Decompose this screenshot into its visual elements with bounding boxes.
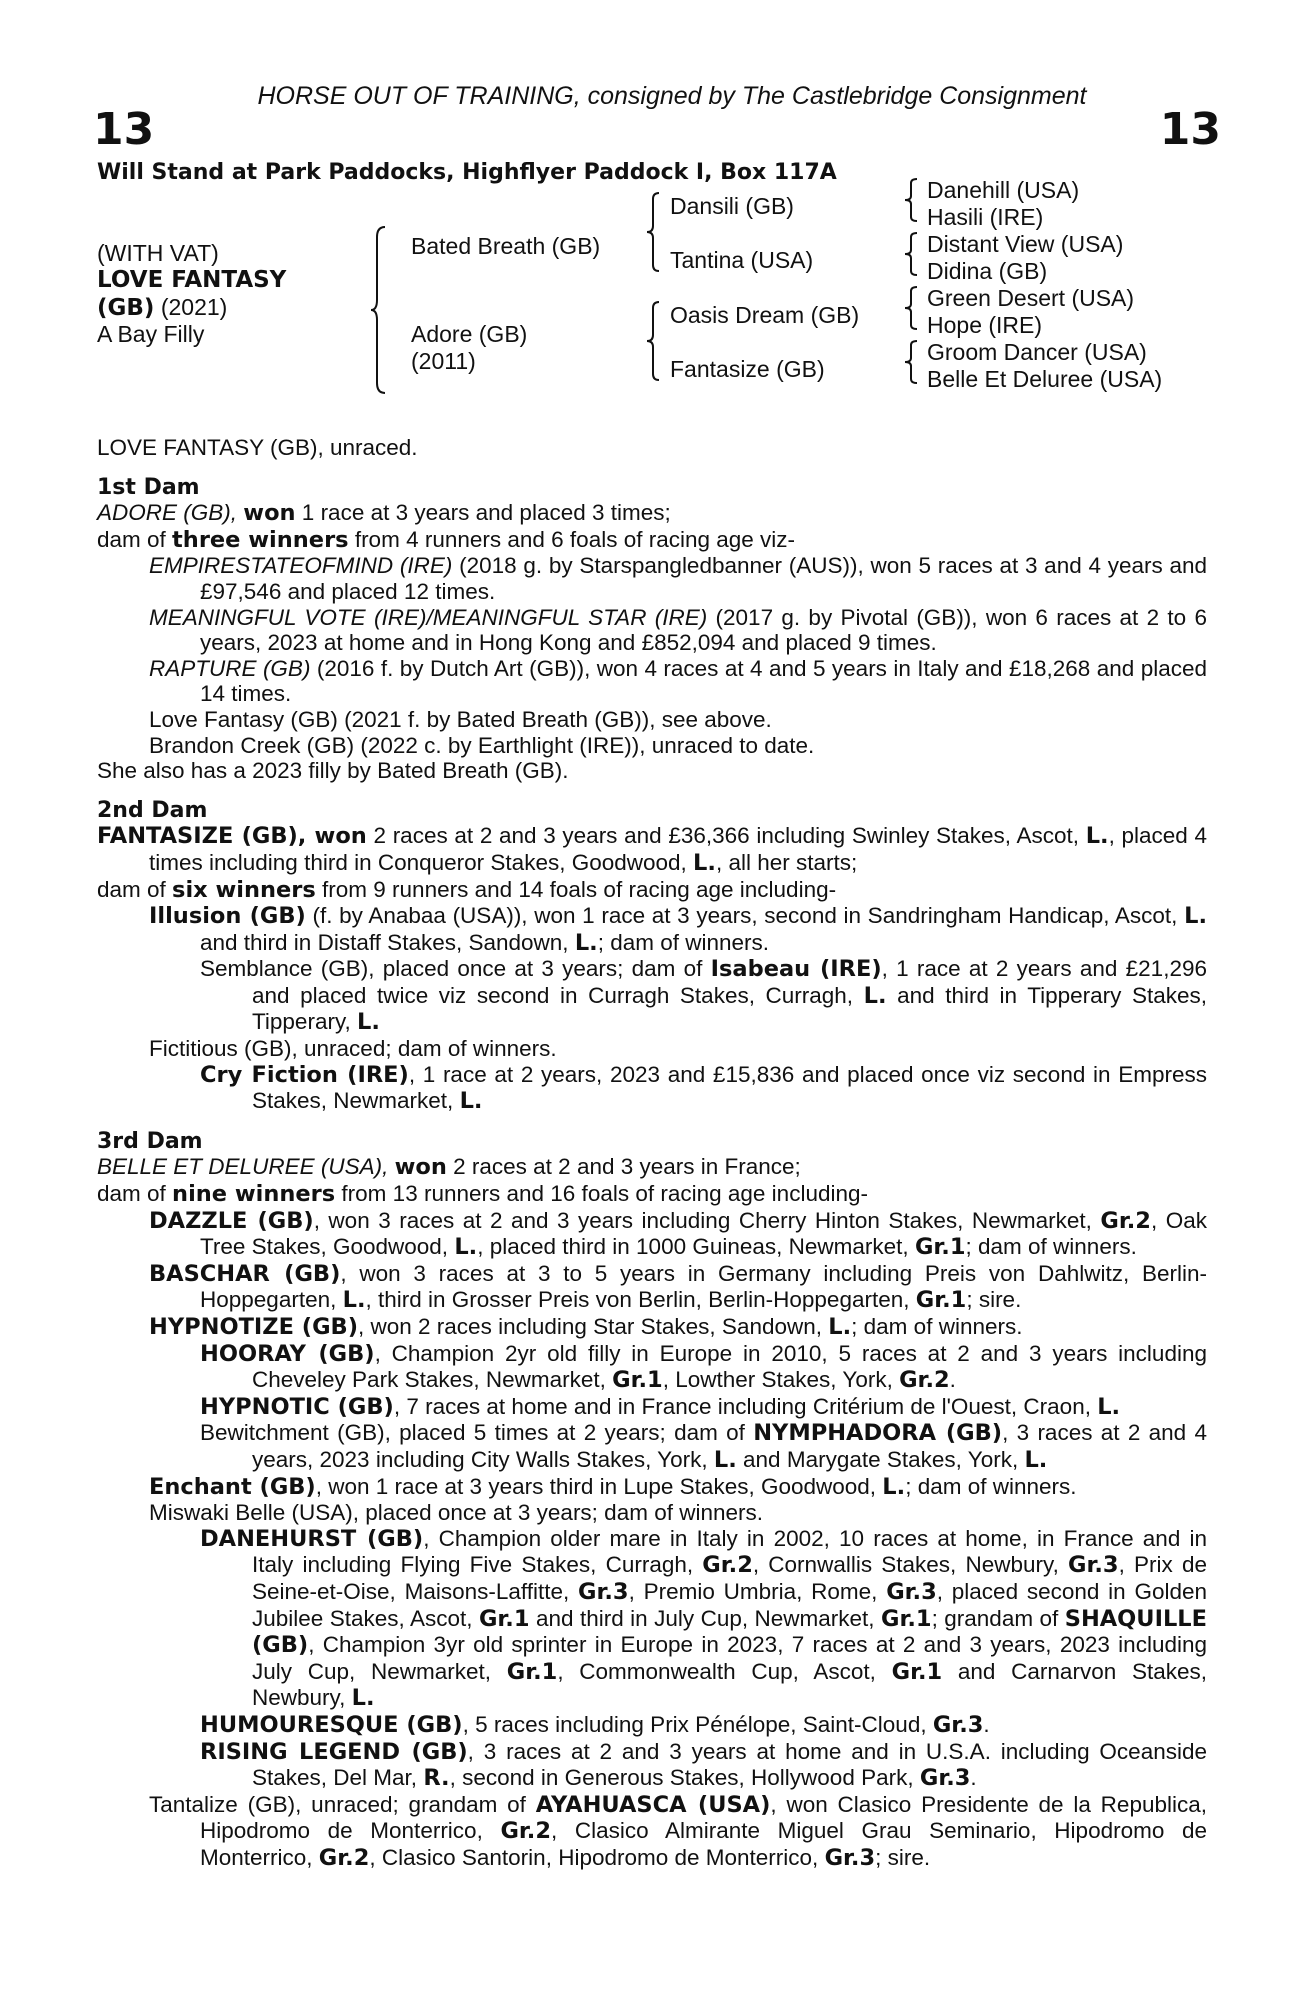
- brace-1: [903, 177, 921, 223]
- lot-number-right: 13: [1159, 104, 1221, 155]
- gg-sire-sss: Danehill (USA): [927, 177, 1080, 203]
- foal-entry: HUMOURESQUE (GB), 5 races including Prix Pénélope, Saint-Cloud, Gr.3.: [200, 1711, 990, 1738]
- sire-dam: Tantina (USA): [670, 247, 814, 273]
- consignor-line: HORSE OUT OF TRAINING, consigned by The Castlebridge Consignment: [257, 82, 1087, 110]
- foal-entry: EMPIRESTATEOFMIND (IRE) (2018 g. by Starspangledbanner (AUS)), won 5 races at 3 and 4 years and £97,546 and placed 12 times.: [149, 553, 1207, 604]
- first-dam-produce: dam of three winners from 4 runners and 6 foals of racing age viz-: [97, 526, 796, 553]
- foal-entry: HYPNOTIC (GB), 7 races at home and in France including Critérium de l'Ouest, Craon, L.: [200, 1393, 1121, 1420]
- lot-number-left: 13: [93, 104, 155, 155]
- foal-entry: DAZZLE (GB), won 3 races at 2 and 3 years including Cherry Hinton Stakes, Newmarket, Gr.2, Oak Tree Stakes, Goodwood, L., placed third in 1000 Guineas, Newmarket, Gr.1; dam of winners.: [149, 1207, 1207, 1261]
- foal-entry: Brandon Creek (GB) (2022 c. by Earthlight (IRE)), unraced to date.: [149, 732, 815, 758]
- foal-entry: MEANINGFUL VOTE (IRE)/MEANINGFUL STAR (IRE) (2017 g. by Pivotal (GB)), won 6 races at 2 to 6 years, 2023 at home and in Hong Kong and £852,094 and placed 9 times.: [149, 604, 1207, 656]
- dam-sire: Oasis Dream (GB): [670, 302, 860, 328]
- foal-entry: BASCHAR (GB), won 3 races at 3 to 5 years in Germany including Preis von Dahlwitz, Berlin-Hoppegarten, L., third in Grosser Preis von Berlin, Berlin-Hoppegarten, Gr.1; sire.: [149, 1260, 1207, 1314]
- foal-entry: Love Fantasy (GB) (2021 f. by Bated Breath (GB)), see above.: [149, 706, 772, 732]
- first-dam-heading: 1st Dam: [97, 474, 200, 500]
- foal-entry: Miswaki Belle (USA), placed once at 3 years; dam of winners.: [149, 1500, 764, 1526]
- stabling-location: Will Stand at Park Paddocks, Highflyer Paddock I, Box 117A: [97, 160, 837, 185]
- third-dam-record: BELLE ET DELUREE (USA), won 2 races at 2 and 3 years in France;: [97, 1154, 801, 1181]
- lot-number-row: [93, 104, 1221, 160]
- sire-line-brace: [645, 191, 665, 273]
- gg-dam-dsd: Hope (IRE): [927, 312, 1043, 338]
- intro-line: LOVE FANTASY (GB), unraced.: [97, 435, 418, 460]
- foal-entry: HOORAY (GB), Champion 2yr old filly in Europe in 2010, 5 races at 2 and 3 years including Cheveley Park Stakes, Newmarket, Gr.1, Lowther Stakes, York, Gr.2.: [200, 1340, 1207, 1394]
- foal-entry: Semblance (GB), placed once at 3 years; dam of Isabeau (IRE), 1 race at 2 years and £21,296 and placed twice viz second in Curragh Stakes, Curragh, L. and third in Tipperary Stakes, Tipperary, L.: [200, 956, 1208, 1036]
- gg-dam-ddd: Belle Et Deluree (USA): [927, 366, 1163, 392]
- gg-sire-sdd: Didina (GB): [927, 258, 1048, 284]
- sire-dam-brace: [369, 225, 389, 395]
- dam-dam: Fantasize (GB): [670, 356, 825, 382]
- third-dam-produce: dam of nine winners from 13 runners and 16 foals of racing age including-: [97, 1181, 868, 1208]
- foal-entry: DANEHURST (GB), Champion older mare in Italy in 2002, 10 races at home, in France and in Italy including Flying Five Stakes, Curragh, Gr.2, Cornwallis Stakes, Newbury, Gr.3, Prix de Seine-et-Oise, Maisons-Laffitte, Gr.3, Premio Umbria, Rome, Gr.3, placed second in Golden Jubilee Stakes, Ascot, Gr.1 and third in July Cup, Newmarket, Gr.1; grandam of SHAQUILLE (GB), Champion 3yr old sprinter in Europe in 2023, 7 races at 2 and 3 years, 2023 including July Cup, Newmarket, Gr.1, Commonwealth Cup, Ascot, Gr.1 and Carnarvon Stakes, Newbury, L.: [200, 1525, 1208, 1712]
- foal-entry: Bewitchment (GB), placed 5 times at 2 years; dam of NYMPHADORA (GB), 3 races at 2 and 4 years, 2023 including City Walls Stakes, York, L. and Marygate Stakes, York, L.: [200, 1420, 1207, 1473]
- gg-dam-dss: Green Desert (USA): [927, 285, 1135, 311]
- dam-line-brace: [645, 300, 665, 382]
- sire-sire: Dansili (GB): [670, 193, 794, 219]
- brace-2: [903, 231, 921, 277]
- foal-entry: Enchant (GB), won 1 race at 3 years third in Lupe Stakes, Goodwood, L.; dam of winners.: [149, 1473, 1077, 1500]
- foal-entry: HYPNOTIZE (GB), won 2 races including Star Stakes, Sandown, L.; dam of winners.: [149, 1314, 1023, 1340]
- catalogue-page: [93, 80, 1221, 1871]
- sire: Bated Breath (GB): [411, 233, 601, 259]
- horse-description: A Bay Filly: [97, 321, 205, 347]
- second-dam-heading: 2nd Dam: [97, 797, 208, 823]
- horse-vat: (WITH VAT): [97, 240, 219, 266]
- foal-entry: Tantalize (GB), unraced; grandam of AYAHUASCA (USA), won Clasico Presidente de la Republica, Hipodromo de Monterrico, Gr.2, Clasico Almirante Miguel Grau Seminario, Hipodromo de Monterrico, Gr.2, Clasico Santorin, Hipodromo de Monterrico, Gr.3; sire.: [149, 1791, 1208, 1871]
- third-dam-heading: 3rd Dam: [97, 1128, 203, 1154]
- horse-name-line2: (GB) (2021): [97, 294, 228, 321]
- first-dam-also: She also has a 2023 filly by Bated Breath (GB).: [97, 758, 569, 784]
- horse-name: LOVE FANTASY: [97, 267, 287, 293]
- second-dam-record: FANTASIZE (GB), won 2 races at 2 and 3 years and £36,366 including Swinley Stakes, Ascot, L., placed 4 times including third in Conqueror Stakes, Goodwood, L., all her starts;: [97, 823, 1208, 876]
- foal-entry: RAPTURE (GB) (2016 f. by Dutch Art (GB)), won 4 races at 4 and 5 years in Italy and £18,268 and placed 14 times.: [149, 655, 1207, 707]
- dam-year: (2011): [411, 348, 476, 374]
- dam: Adore (GB): [411, 321, 528, 347]
- foal-entry: Cry Fiction (IRE), 1 race at 2 years, 2023 and £15,836 and placed once viz second in Empress Stakes, Newmarket, L.: [200, 1061, 1207, 1115]
- catalogue-notes: [97, 435, 1207, 1871]
- foal-entry: RISING LEGEND (GB), 3 races at 2 and 3 years at home and in U.S.A. including Oceanside Stakes, Del Mar, R., second in Generous Stakes, Hollywood Park, Gr.3.: [200, 1738, 1207, 1792]
- gg-sire-ssd: Hasili (IRE): [927, 204, 1044, 230]
- brace-3: [903, 285, 921, 331]
- brace-4: [903, 339, 921, 385]
- pedigree-table: [97, 177, 1207, 425]
- foal-entry: Fictitious (GB), unraced; dam of winners.: [149, 1036, 557, 1062]
- gg-sire-sds: Distant View (USA): [927, 231, 1124, 257]
- foal-entry: Illusion (GB) (f. by Anabaa (USA)), won 1 race at 3 years, second in Sandringham Handicap, Ascot, L. and third in Distaff Stakes, Sandown, L.; dam of winners.: [149, 903, 1207, 956]
- gg-dam-dds: Groom Dancer (USA): [927, 339, 1147, 365]
- first-dam-record: ADORE (GB), won 1 race at 3 years and placed 3 times;: [97, 500, 671, 527]
- second-dam-produce: dam of six winners from 9 runners and 14 foals of racing age including-: [97, 876, 837, 903]
